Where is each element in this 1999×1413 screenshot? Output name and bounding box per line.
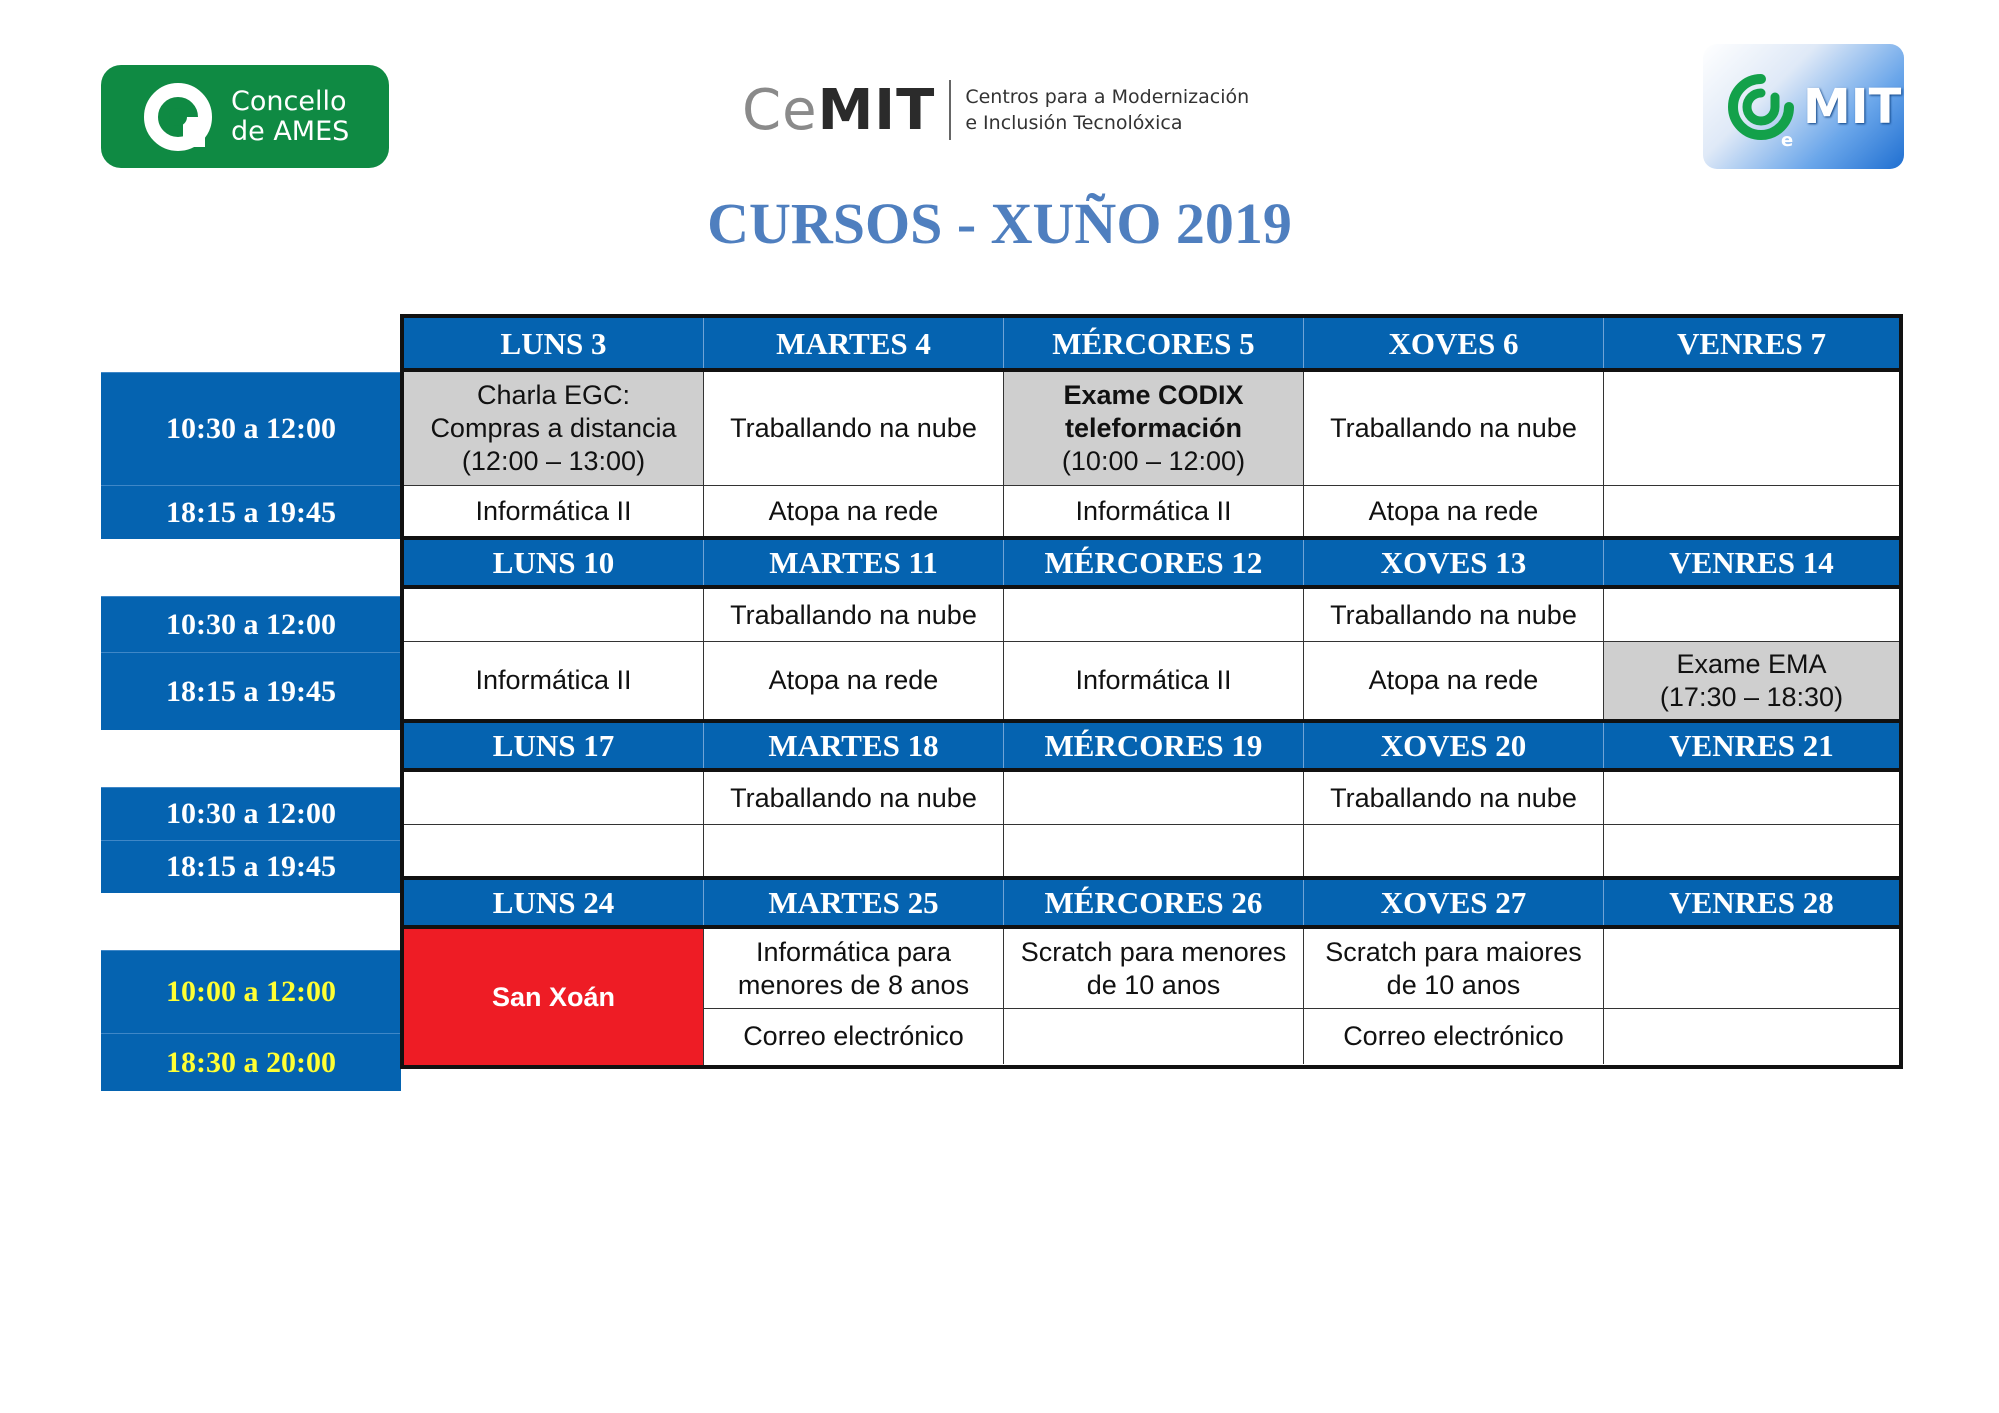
week-block [404, 876, 1899, 1065]
course-cell: Exame CODIX teleformación (10:00 – 12:00) [1004, 372, 1304, 485]
course-cell: Traballando na nube [1304, 772, 1604, 824]
course-cell [1004, 1009, 1304, 1064]
time-slot-label: 18:15 a 19:45 [101, 485, 401, 539]
schedule-row [404, 772, 1899, 824]
ames-logo-text: Concello de AMES [231, 85, 350, 147]
day-header-row [404, 876, 1899, 929]
course-cell: Exame EMA (17:30 – 18:30) [1604, 642, 1899, 719]
course-cell [704, 825, 1004, 876]
course-cell [1604, 825, 1899, 876]
day-header: MÉRCORES 12 [1004, 540, 1304, 585]
course-cell: Atopa na rede [1304, 486, 1604, 536]
day-header-row [404, 318, 1899, 372]
day-header: MARTES 11 [704, 540, 1004, 585]
course-cell: Informática II [1004, 486, 1304, 536]
course-cell: Atopa na rede [1304, 642, 1604, 719]
day-header: VENRES 28 [1604, 880, 1899, 925]
time-slot-label: 10:00 a 12:00 [101, 950, 401, 1033]
day-header-row [404, 536, 1899, 589]
course-cell: Correo electrónico [704, 1009, 1004, 1064]
course-cell [1604, 589, 1899, 641]
course-cell: Charla EGC: Compras a distancia (12:00 – 13:00) [404, 372, 704, 485]
schedule-row [404, 641, 1899, 719]
course-cell: Scratch para menores de 10 anos [1004, 929, 1304, 1008]
time-slot-label: 10:30 a 12:00 [101, 372, 401, 485]
day-header: LUNS 3 [404, 318, 704, 368]
time-slot-label: 18:30 a 20:00 [101, 1033, 401, 1091]
schedule-rows-holiday [404, 929, 1899, 1065]
course-cell: Traballando na nube [704, 372, 1004, 485]
concello-ames-logo [101, 65, 389, 168]
day-header: MARTES 4 [704, 318, 1004, 368]
course-cell: Correo electrónico [1304, 1009, 1604, 1064]
course-cell: Traballando na nube [704, 589, 1004, 641]
course-cell [1004, 772, 1304, 824]
time-slot-label: 10:30 a 12:00 [101, 596, 401, 652]
schedule-row [404, 824, 1899, 876]
course-cell: Informática para menores de 8 anos [704, 929, 1004, 1008]
course-cell [1604, 372, 1899, 485]
week-block [404, 536, 1899, 719]
holiday-cell: San Xoán [404, 929, 704, 1065]
course-cell: Informática II [404, 486, 704, 536]
day-header: XOVES 27 [1304, 880, 1604, 925]
week-block [404, 719, 1899, 876]
day-header: VENRES 7 [1604, 318, 1899, 368]
schedule-row [404, 372, 1899, 485]
holiday-week-slots [704, 929, 1899, 1065]
day-header-row [404, 719, 1899, 772]
course-cell [404, 589, 704, 641]
week-block [404, 318, 1899, 536]
course-cell [1604, 772, 1899, 824]
day-header: XOVES 20 [1304, 723, 1604, 768]
day-header: XOVES 6 [1304, 318, 1604, 368]
emit-logo: MIT e [1703, 44, 1904, 169]
course-cell: Traballando na nube [1304, 589, 1604, 641]
course-cell [404, 772, 704, 824]
day-header: MÉRCORES 19 [1004, 723, 1304, 768]
schedule-row [704, 929, 1899, 1009]
day-header: LUNS 24 [404, 880, 704, 925]
course-cell: Atopa na rede [704, 642, 1004, 719]
course-cell [1004, 589, 1304, 641]
day-header: LUNS 17 [404, 723, 704, 768]
day-header: MÉRCORES 5 [1004, 318, 1304, 368]
course-cell: Informática II [404, 642, 704, 719]
course-cell [404, 825, 704, 876]
course-cell: Scratch para maiores de 10 anos [1304, 929, 1604, 1008]
day-header: XOVES 13 [1304, 540, 1604, 585]
ames-a-icon [143, 82, 213, 152]
schedule-table [400, 314, 1903, 1069]
course-cell: Traballando na nube [1304, 372, 1604, 485]
course-cell: Atopa na rede [704, 486, 1004, 536]
day-header: LUNS 10 [404, 540, 704, 585]
time-slot-label: 10:30 a 12:00 [101, 787, 401, 840]
day-header: MARTES 18 [704, 723, 1004, 768]
schedule-row [704, 1009, 1899, 1064]
cemit-logo: CeMIT Centros para a Modernización e Inclusión Tecnolóxica [742, 77, 1250, 143]
day-header: MÉRCORES 26 [1004, 880, 1304, 925]
course-cell [1604, 486, 1899, 536]
time-slot-label: 18:15 a 19:45 [101, 840, 401, 893]
course-cell [1604, 1009, 1899, 1064]
schedule-row [404, 485, 1899, 536]
schedule-row [404, 589, 1899, 641]
course-cell: Traballando na nube [704, 772, 1004, 824]
course-cell: Informática II [1004, 642, 1304, 719]
course-cell [1304, 825, 1604, 876]
course-cell [1004, 825, 1304, 876]
day-header: VENRES 21 [1604, 723, 1899, 768]
course-cell [1604, 929, 1899, 1008]
page-title: CURSOS - XUÑO 2019 [707, 191, 1292, 256]
time-slot-label: 18:15 a 19:45 [101, 652, 401, 730]
day-header: VENRES 14 [1604, 540, 1899, 585]
day-header: MARTES 25 [704, 880, 1004, 925]
